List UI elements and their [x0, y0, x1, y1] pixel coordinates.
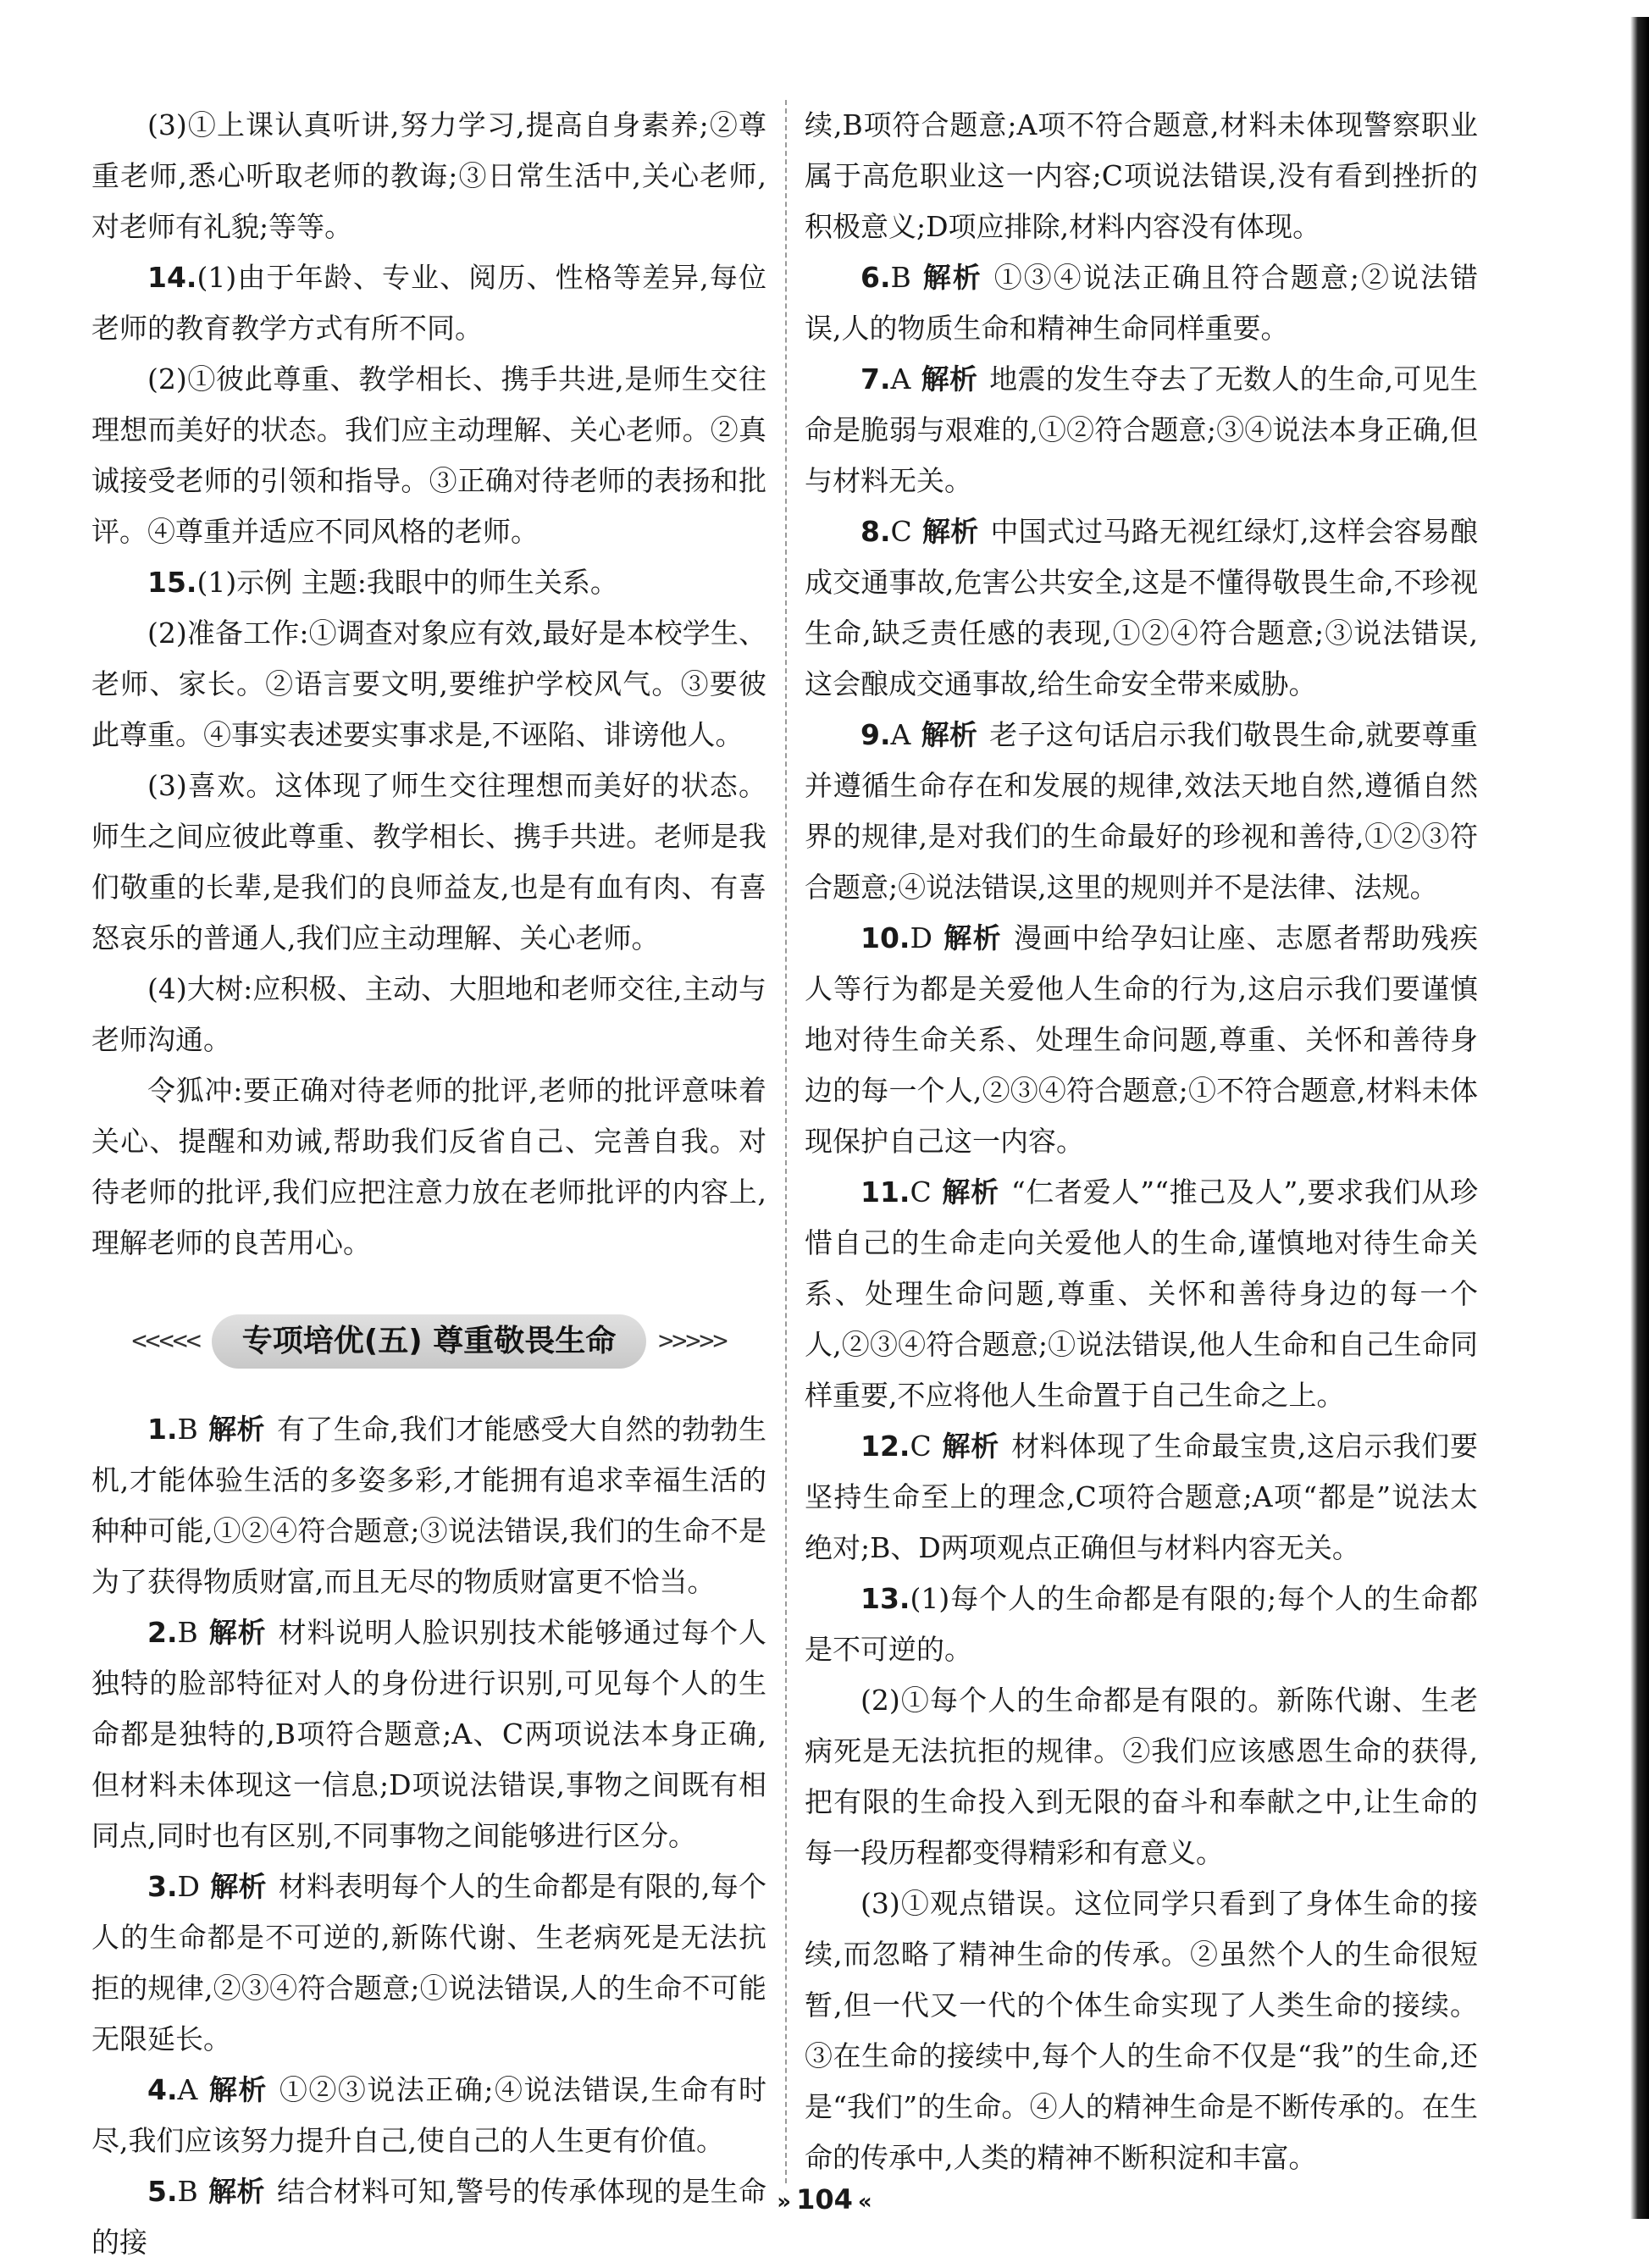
question-number: 7. — [860, 362, 891, 396]
paragraph: (2)准备工作:①调查对象应有效,最好是本校学生、老师、家长。②语言要文明,要维护学校风气。③要彼此尊重。④事实表述要实事求是,不诬陷、诽谤他人。 — [91, 617, 766, 751]
answer-13-part1 — [805, 1574, 1478, 1675]
question-number: 9. — [860, 718, 891, 751]
answer-10 — [805, 913, 1478, 1167]
answer-3 — [91, 1861, 766, 2065]
answer-5-continuation: 续,B项符合题意;A项不符合题意,材料未体现警察职业属于高危职业这一内容;C项说法错误,没有看到挫折的积极意义;D项应排除,材料内容没有体现。 — [805, 108, 1478, 243]
answer-letter: D — [910, 921, 932, 954]
answer-13-part2: (2)①每个人的生命都是有限的。新陈代谢、生老病死是无法抗拒的规律。②我们应该感恩生命的获得,把有限的生命投入到无限的奋斗和奉献之中,让生命的每一段历程都变得精彩和有意义。 — [805, 1684, 1478, 1869]
answer-letter: A — [890, 362, 911, 396]
answer-letter: B — [177, 1413, 198, 1446]
answer-letter: B — [177, 1616, 198, 1649]
answer-text: 中国式过马路无视红绿灯,这样会容易酿成交通事故,危害公共安全,这是不懂得敬畏生命,不珍视生命,缺乏责任感的表现,①②④符合题意;③说法错误,这会酿成交通事故,给生命安全带来威胁。 — [805, 515, 1478, 700]
answer-letter: B — [890, 261, 911, 294]
question-number: 14. — [147, 261, 197, 294]
section-title: 专项培优(五) 尊重敬畏生命 — [212, 1314, 646, 1369]
paragraph: 令狐冲:要正确对待老师的批评,老师的批评意味着关心、提醒和劝诫,帮助我们反省自己、完善自我。对待老师的批评,我们应把注意力放在老师批评的内容上,理解老师的良苦用心。 — [91, 1074, 766, 1259]
answer-7 — [805, 354, 1478, 506]
answer-letter: D — [177, 1870, 200, 1903]
page-edge-shadow — [1630, 17, 1649, 2219]
answer-text: 有了生命,我们才能感受大自然的勃勃生机,才能体验生活的多姿多彩,才能拥有追求幸福生活的种种可能,①②④符合题意;③说法错误,我们的生命不是为了获得物质财富,而且无尽的物质财富更不恰当。 — [91, 1413, 767, 1598]
question-number: 8. — [860, 515, 891, 548]
section-heading — [91, 1311, 766, 1372]
question-number: 5. — [147, 2175, 178, 2208]
answer-text: (1)每个人的生命都是有限的;每个人的生命都是不可逆的。 — [805, 1582, 1478, 1666]
paragraph: (4)大树:应积极、主动、大胆地和老师交往,主动与老师沟通。 — [91, 972, 766, 1056]
question-number: 15. — [147, 566, 197, 599]
right-column — [805, 100, 1478, 2183]
question-number: 3. — [147, 1870, 178, 1903]
answer-text: 老子这句话启示我们敬畏生命,就要尊重并遵循生命存在和发展的规律,效法天地自然,遵循自然界的规律,是对我们的生命最好的珍视和善待,①②③符合题意;④说法错误,这里的规则并不是法律、法规。 — [805, 718, 1479, 904]
answer-2 — [91, 1607, 766, 1861]
answer-text: 漫画中给孕妇让座、志愿者帮助残疾人等行为都是关爱他人生命的行为,这启示我们要谨慎地对待生命关系、处理生命问题,尊重、关怀和善待身边的每一个人,②③④符合题意;①不符合题意,材料未体现保护自己这一内容。 — [805, 921, 1479, 1158]
answer-text: ①②③说法正确;④说法错误,生命有时尽,我们应该努力提升自己,使自己的人生更有价值。 — [91, 2073, 767, 2157]
answer-text: 材料表明每个人的生命都是有限的,每个人的生命都是不可逆的,新陈代谢、生老病死是无法抗拒的规律,②③④符合题意;①说法错误,人的生命不可能无限延长。 — [91, 1870, 767, 2055]
answer-12 — [805, 1421, 1478, 1574]
answer-6 — [805, 252, 1478, 354]
answer-11 — [805, 1167, 1478, 1421]
page-chevron-right: « — [857, 2189, 872, 2215]
answer-letter: A — [890, 718, 911, 751]
analysis-label: 解析 — [208, 2175, 265, 2208]
answer-text: (1)示例 主题:我眼中的师生关系。 — [196, 566, 618, 599]
question-number: 2. — [147, 1616, 178, 1649]
paragraph: (3)喜欢。这体现了师生交往理想而美好的状态。师生之间应彼此尊重、教学相长、携手共进。老师是我们敬重的长辈,是我们的良师益友,也是有血有肉、有喜怒哀乐的普通人,我们应主动理解、关心老师。 — [91, 769, 766, 954]
question-number: 6. — [860, 261, 891, 294]
question-number: 1. — [147, 1413, 178, 1446]
answer-13-part3: (3)①观点错误。这位同学只看到了身体生命的接续,而忽略了精神生命的传承。②虽然个人的生命很短暂,但一代又一代的个体生命实现了人类生命的接续。③在生命的接续中,每个人的生命不仅是“我”的生命,还是“我们”的生命。④人的精神生命是不断传承的。在生命的传承中,人类的精神不断积淀和丰富。 — [805, 1887, 1478, 2174]
page-number-value: 104 — [796, 2183, 853, 2215]
analysis-label: 解析 — [209, 1870, 267, 1903]
analysis-label: 解析 — [208, 1616, 267, 1649]
answer-text: (1)由于年龄、专业、阅历、性格等差异,每位老师的教育教学方式有所不同。 — [91, 261, 766, 345]
question-number: 12. — [860, 1430, 910, 1463]
answer-1 — [91, 1404, 766, 1607]
analysis-label: 解析 — [208, 2073, 268, 2106]
left-column — [91, 100, 766, 2268]
answer-4 — [91, 2065, 766, 2166]
answer-5 — [91, 2166, 766, 2268]
page-chevron-left: » — [777, 2189, 792, 2215]
analysis-label: 解析 — [208, 1413, 265, 1446]
paragraph: (3)①上课认真听讲,努力学习,提高自身素养;②尊重老师,悉心听取老师的教诲;③日常生活中,关心老师,对老师有礼貌;等等。 — [91, 108, 766, 243]
question-15 — [91, 557, 766, 608]
analysis-label: 解析 — [921, 261, 982, 294]
analysis-label: 解析 — [941, 1175, 999, 1209]
answer-text: “仁者爱人”“推己及人”,要求我们从珍惜自己的生命走向关爱他人的生命,谨慎地对待生命关系、处理生命问题,尊重、关怀和善待身边的每一个人,②③④符合题意;①说法错误,他人生命和自己生命同样重要,不应将他人生命置于自己生命之上。 — [805, 1175, 1478, 1412]
answer-text: 材料说明人脸识别技术能够通过每个人独特的脸部特征对人的身份进行识别,可见每个人的生命都是独特的,B项符合题意;A、C两项说法本身正确,但材料未体现这一信息;D项说法错误,事物之间既有相同点,同时也有区别,不同事物之间能够进行区分。 — [91, 1616, 767, 1852]
analysis-label: 解析 — [921, 515, 979, 548]
analysis-label: 解析 — [942, 921, 1002, 954]
left-arrows: <<<<< — [131, 1326, 200, 1356]
answer-8 — [805, 506, 1478, 710]
answer-letter: A — [177, 2073, 198, 2106]
paragraph: (2)①彼此尊重、教学相长、携手共进,是师生交往理想而美好的状态。我们应主动理解、关心老师。②真诚接受老师的引领和指导。③正确对待老师的表扬和批评。④尊重并适应不同风格的老师。 — [91, 362, 766, 548]
answer-text: ①③④说法正确且符合题意;②说法错误,人的物质生命和精神生命同样重要。 — [805, 261, 1479, 345]
analysis-label: 解析 — [941, 1430, 1000, 1463]
answer-text: 地震的发生夺去了无数人的生命,可见生命是脆弱与艰难的,①②符合题意;③④说法本身正确,但与材料无关。 — [805, 362, 1479, 497]
answer-9 — [805, 710, 1478, 913]
answer-letter: B — [177, 2175, 198, 2208]
answer-letter: C — [910, 1175, 932, 1209]
answer-text: 结合材料可知,警号的传承体现的是生命的接 — [91, 2175, 767, 2259]
question-14 — [91, 252, 766, 354]
column-divider — [785, 100, 787, 2183]
question-number: 10. — [860, 921, 910, 954]
question-number: 11. — [860, 1175, 910, 1209]
answer-letter: C — [890, 515, 912, 548]
right-arrows: >>>>> — [658, 1326, 727, 1356]
answer-text: 材料体现了生命最宝贵,这启示我们要坚持生命至上的理念,C项符合题意;A项“都是”说法太绝对;B、D两项观点正确但与材料内容无关。 — [805, 1430, 1478, 1564]
analysis-label: 解析 — [921, 362, 978, 396]
question-number: 4. — [147, 2073, 178, 2106]
answer-letter: C — [910, 1430, 932, 1463]
analysis-label: 解析 — [921, 718, 978, 751]
question-number: 13. — [860, 1582, 910, 1615]
page-number — [0, 2183, 1649, 2215]
